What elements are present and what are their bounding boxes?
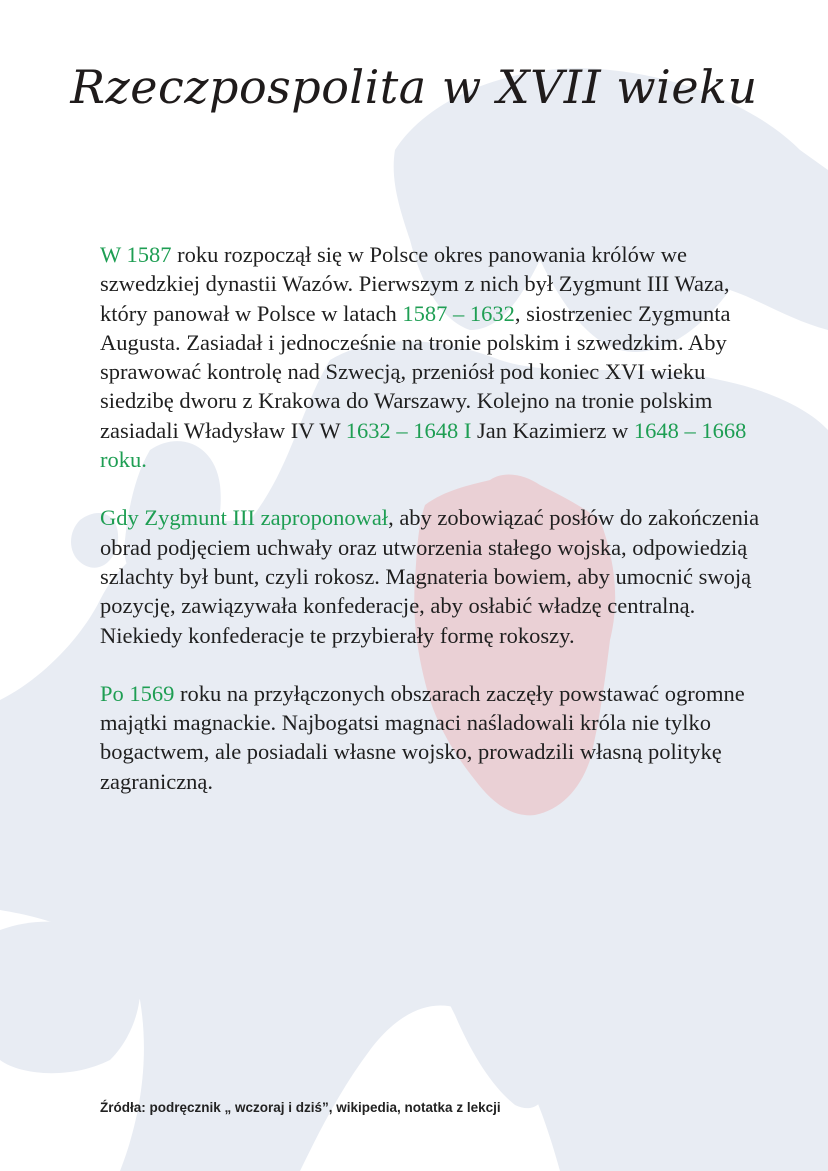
sources-note: Źródła: podręcznik „ wczoraj i dziś”, wikipedia, notatka z lekcji (100, 1100, 501, 1115)
text-segment: roku rozpoczął się w Polsce okres panowania królów we szwedzkiej dynastii Wazów. Pierwszym z nich był Zygmunt III Waza, który panował w Polsce w latach (100, 242, 730, 326)
iberia-shape (0, 922, 140, 1074)
text-segment: 1587 – 1632 (402, 300, 515, 326)
text-segment: , aby zobowiązać posłów do zakończenia obrad podjęciem uchwały oraz utworzenia stałego wojska, odpowiedzią szlachty był bunt, czyli rokosz. Magnateria bowiem, aby umocnić swoją pozycję, zawiązywała konfederacje, aby osłabić władzę centralną. Niekiedy konfederacje te przybierały formę rokoszy. (100, 505, 760, 648)
page-title: Rzeczpospolita w XVII wieku (70, 60, 758, 114)
text-segment: roku na przyłączonych obszarach zaczęły powstawać ogromne majątki magnackie. Najbogatsi magnaci naśladowali króla nie tylko bogactwem, ale posiadali własne wojsko, prowadzili własną politykę zagraniczną. (100, 680, 745, 794)
text-segment: Po 1569 (100, 680, 175, 706)
text-segment: Jan Kazimierz w (471, 417, 634, 443)
paragraph-1 (100, 240, 760, 474)
text-segment: 1648 – 1668 roku. (100, 417, 747, 473)
text-segment: Gdy Zygmunt III zaproponował (100, 505, 389, 531)
text-segment: 1632 – 1648 I (345, 417, 472, 443)
text-segment: , siostrzeniec Zygmunta Augusta. Zasiadał i jednocześnie na tronie polskim i szwedzkim. Aby sprawować kontrolę nad Szwecją, przeniósł pod koniec XVI wieku siedzibę dworu z Krakowa do Warszawy. Kolejno na tronie polskim zasiadali Władysław IV W (100, 300, 731, 443)
article-body (100, 240, 760, 825)
paragraph-3 (100, 679, 760, 796)
paragraph-2 (100, 503, 760, 649)
text-segment: W 1587 (100, 242, 172, 267)
